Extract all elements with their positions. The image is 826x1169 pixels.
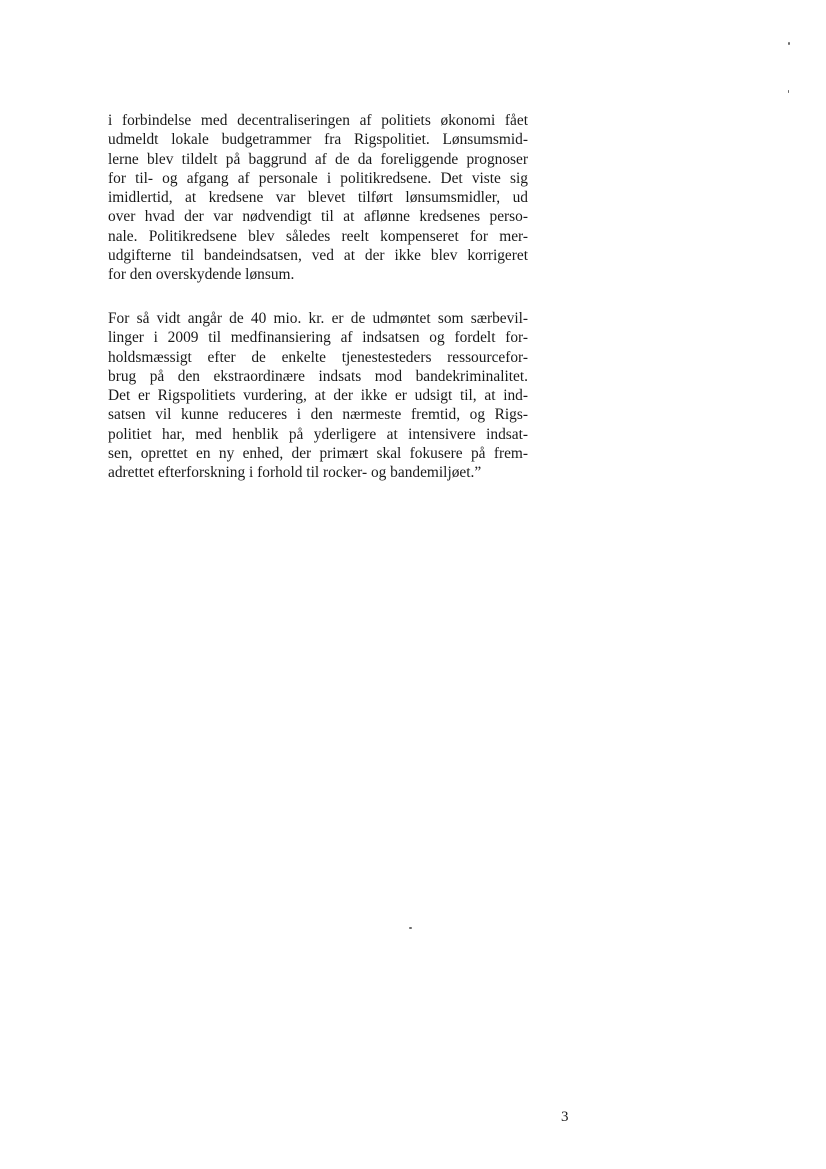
scan-speck bbox=[788, 90, 789, 93]
text-line: udmeldt lokale budgetrammer fra Rigspolitiet. Lønsumsmid- bbox=[108, 131, 528, 149]
text-line: For så vidt angår de 40 mio. kr. er de udmøntet som særbevil- bbox=[108, 310, 528, 327]
text-line: satsen vil kunne reduceres i den nærmeste fremtid, og Rigs- bbox=[108, 406, 528, 424]
scan-speck bbox=[788, 42, 790, 45]
text-line: brug på den ekstraordinære indsats mod bandekriminalitet. bbox=[108, 367, 528, 385]
text-line: imidlertid, at kredsene var blevet tilført lønsumsmidler, ud bbox=[108, 189, 528, 207]
text-line: sen, oprettet en ny enhed, der primært skal fokusere på frem- bbox=[108, 445, 528, 463]
text-line: linger i 2009 til medfinansiering af indsatsen og fordelt for- bbox=[108, 329, 528, 347]
text-line: holdsmæssigt efter de enkelte tjenestesteders ressourcefor- bbox=[108, 348, 528, 366]
text-line: for den overskydende lønsum. bbox=[108, 266, 295, 284]
text-line: adrettet efterforskning i forhold til rocker- og bandemiljøet.” bbox=[108, 464, 482, 482]
text-line: nale. Politikredsene blev således reelt kompenseret for mer- bbox=[108, 227, 528, 245]
text-line: Det er Rigspolitiets vurdering, at der ikke er udsigt til, at ind- bbox=[108, 387, 528, 405]
body-paragraph-2 bbox=[108, 309, 528, 483]
text-line: over hvad der var nødvendigt til at aflønne kredsenes perso- bbox=[108, 208, 528, 226]
text-line: lerne blev tildelt på baggrund af de da foreliggende prognoser bbox=[108, 150, 528, 168]
text-line: i forbindelse med decentraliseringen af politiets økonomi fået bbox=[108, 112, 528, 129]
text-line: udgifterne til bandeindsatsen, ved at der ikke blev korrigeret bbox=[108, 247, 528, 265]
text-line: for til- og afgang af personale i politikredsene. Det viste sig bbox=[108, 169, 528, 187]
scan-speck bbox=[409, 927, 412, 929]
page-number: 3 bbox=[561, 1109, 569, 1125]
body-paragraph-1 bbox=[108, 111, 528, 285]
text-line: politiet har, med henblik på yderligere at intensivere indsat- bbox=[108, 425, 528, 443]
